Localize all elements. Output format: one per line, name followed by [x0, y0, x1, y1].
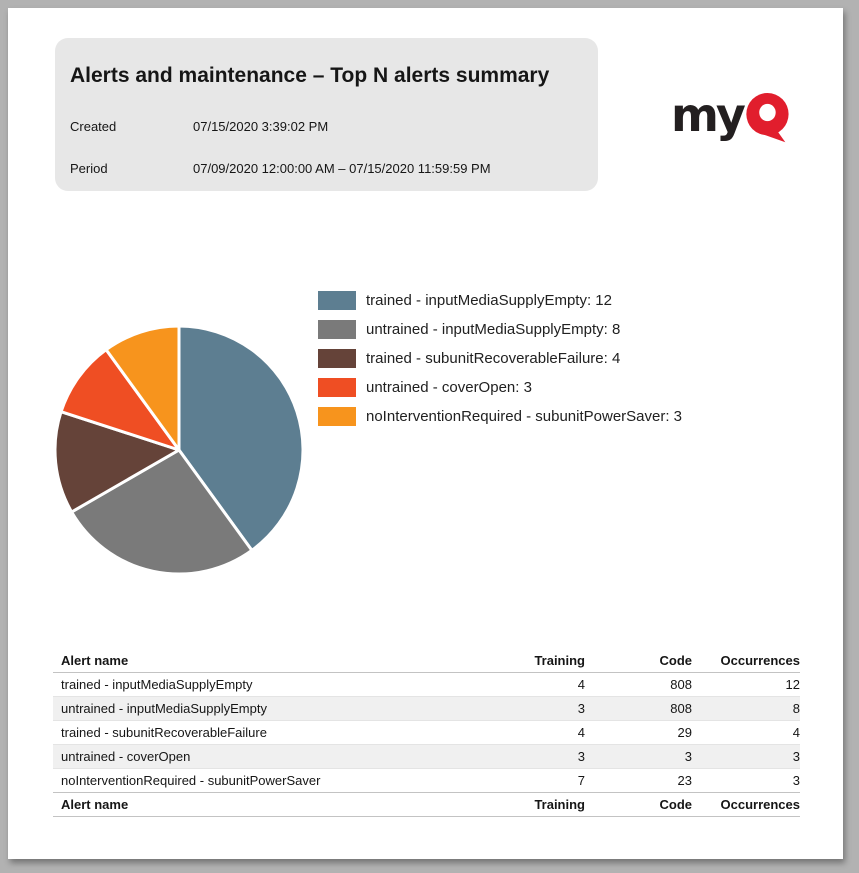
legend-label: trained - inputMediaSupplyEmpty: 12	[366, 292, 612, 309]
table-cell: 4	[483, 673, 585, 697]
table-row	[53, 673, 800, 697]
table-cell: 808	[585, 697, 692, 721]
table-cell: 3	[585, 745, 692, 769]
legend-item	[318, 373, 682, 402]
table-cell: untrained - coverOpen	[53, 745, 483, 769]
column-header: Training	[483, 649, 585, 673]
alerts-table	[53, 649, 800, 817]
table-cell: 8	[692, 697, 800, 721]
legend-item	[318, 286, 682, 315]
chart-legend	[318, 286, 682, 431]
legend-item	[318, 402, 682, 431]
column-header: Alert name	[53, 649, 483, 673]
table-cell: 3	[483, 697, 585, 721]
legend-item	[318, 315, 682, 344]
table-cell: untrained - inputMediaSupplyEmpty	[53, 697, 483, 721]
column-header: Training	[483, 793, 585, 817]
table-cell: 3	[692, 745, 800, 769]
column-header: Code	[585, 649, 692, 673]
legend-label: untrained - coverOpen: 3	[366, 379, 532, 396]
table-cell: 29	[585, 721, 692, 745]
table-cell: trained - inputMediaSupplyEmpty	[53, 673, 483, 697]
table-cell: 12	[692, 673, 800, 697]
period-value: 07/09/2020 12:00:00 AM – 07/15/2020 11:59:59 PM	[193, 161, 491, 176]
table-cell: 23	[585, 769, 692, 793]
period-row	[70, 161, 583, 176]
legend-label: noInterventionRequired - subunitPowerSaver: 3	[366, 408, 683, 425]
table-row	[53, 745, 800, 769]
legend-swatch-icon	[318, 378, 356, 397]
myq-logo	[671, 88, 790, 145]
table-row	[53, 721, 800, 745]
page-title: Alerts and maintenance – Top N alerts summary	[70, 64, 550, 87]
report-page	[8, 8, 843, 859]
table-header-row	[53, 649, 800, 673]
legend-swatch-icon	[318, 407, 356, 426]
table-foot	[53, 793, 800, 817]
table-header-row	[53, 793, 800, 817]
created-row	[70, 119, 583, 134]
column-header: Occurrences	[692, 649, 800, 673]
legend-swatch-icon	[318, 349, 356, 368]
period-label: Period	[70, 161, 108, 176]
table-cell: 3	[692, 769, 800, 793]
legend-item	[318, 344, 682, 373]
pie-chart	[49, 320, 309, 580]
created-label: Created	[70, 119, 117, 134]
column-header: Code	[585, 793, 692, 817]
table-head	[53, 649, 800, 673]
table-row	[53, 769, 800, 793]
legend-swatch-icon	[318, 320, 356, 339]
table-cell: trained - subunitRecoverableFailure	[53, 721, 483, 745]
legend-label: trained - subunitRecoverableFailure: 4	[366, 350, 621, 367]
column-header: Occurrences	[692, 793, 800, 817]
logo-q-icon	[746, 93, 790, 145]
report-header	[55, 38, 598, 191]
logo-text-my: my	[671, 88, 743, 142]
table-cell: 808	[585, 673, 692, 697]
table-row	[53, 697, 800, 721]
column-header: Alert name	[53, 793, 483, 817]
table-body	[53, 673, 800, 793]
legend-label: untrained - inputMediaSupplyEmpty: 8	[366, 321, 621, 338]
table-cell: noInterventionRequired - subunitPowerSaver	[53, 769, 483, 793]
table-cell: 7	[483, 769, 585, 793]
table-cell: 4	[483, 721, 585, 745]
legend-swatch-icon	[318, 291, 356, 310]
created-value: 07/15/2020 3:39:02 PM	[193, 119, 329, 134]
table-cell: 4	[692, 721, 800, 745]
table-cell: 3	[483, 745, 585, 769]
